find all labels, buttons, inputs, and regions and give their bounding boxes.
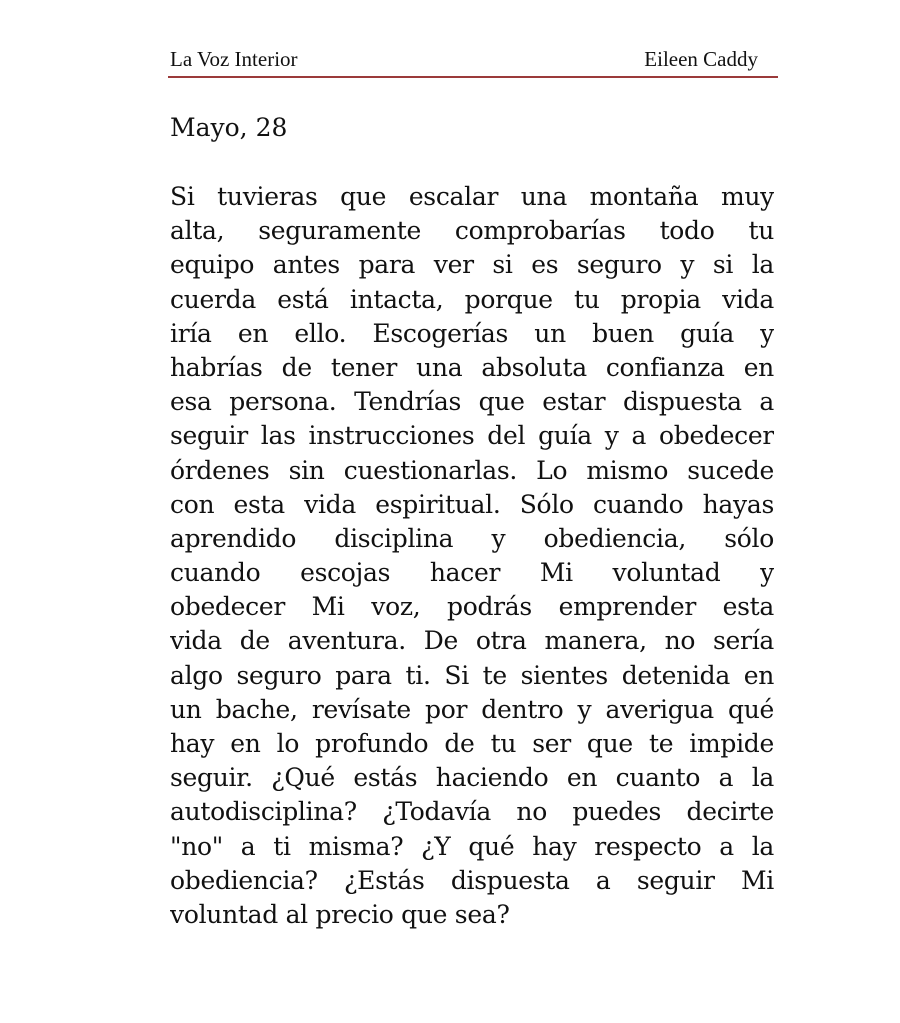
book-title: La Voz Interior [170,47,298,71]
text-line: Si tuvieras que escalar una montaña muy [170,182,774,211]
text-line: con esta vida espiritual. Sólo cuando hayas [170,489,774,519]
text-line: aprendido disciplina y obediencia, sólo [170,523,774,553]
text-line: cuando escojas hacer Mi voluntad y [170,558,774,588]
text-line: seguir. ¿Qué estás haciendo en cuanto a la [170,763,774,793]
text-line: voluntad al precio que sea? [170,899,510,929]
text-line: obediencia? ¿Estás dispuesta a seguir Mi [170,865,774,895]
text-line: esa persona. Tendrías que estar dispuesta a [170,387,774,417]
text-line: un bache, revísate por dentro y averigua qué [170,694,774,724]
entry-date: Mayo, 28 [170,113,288,142]
text-line: habrías de tener una absoluta confianza en [170,352,774,382]
text-line: iría en ello. Escogerías un buen guía y [170,318,774,348]
text-line: seguir las instrucciones del guía y a obedecer [170,421,774,451]
text-line: autodisciplina? ¿Todavía no puedes decirte [170,797,774,827]
text-line: cuerda está intacta, porque tu propia vida [170,284,774,314]
text-line: obedecer Mi voz, podrás emprender esta [170,592,774,622]
text-line: "no" a ti misma? ¿Y qué hay respecto a la [170,831,774,861]
running-header [168,46,778,78]
text-line: hay en lo profundo de tu ser que te impide [170,729,774,758]
entry-body [170,180,774,932]
text-line: alta, seguramente comprobarías todo tu [170,216,774,246]
author-name: Eileen Caddy [644,47,758,71]
text-line: vida de aventura. De otra manera, no sería [170,626,774,656]
text-line: algo seguro para ti. Si te sientes detenida en [170,660,774,690]
text-line: equipo antes para ver si es seguro y si la [170,250,774,280]
text-line: órdenes sin cuestionarlas. Lo mismo sucede [170,455,774,485]
